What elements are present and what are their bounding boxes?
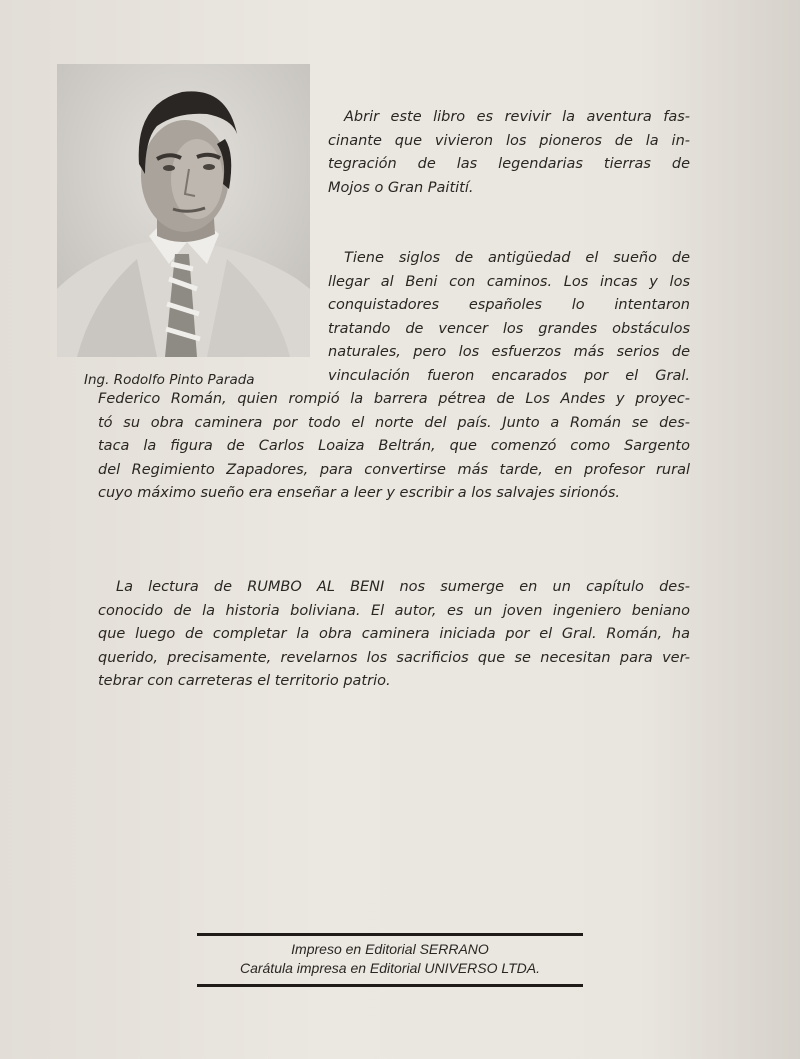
intro-paragraph bbox=[328, 106, 690, 200]
imprint-top-rule bbox=[197, 933, 583, 936]
text-line: naturales, pero los esfuerzos más serios de bbox=[328, 344, 690, 360]
text-line: tebrar con carreteras el territorio patrio. bbox=[98, 673, 391, 689]
text-line: cinante que vivieron los pioneros de la in- bbox=[328, 132, 690, 149]
history-paragraph-narrow bbox=[328, 247, 690, 388]
text-line: Tiene siglos de antigüedad el sueño de bbox=[344, 250, 690, 266]
text-line: del Regimiento Zapadores, para convertirse más tarde, en profesor rural bbox=[98, 461, 690, 478]
closing-paragraph bbox=[98, 576, 690, 694]
text-line: Mojos o Gran Paitití. bbox=[328, 179, 474, 196]
author-portrait-image bbox=[57, 64, 310, 357]
history-paragraph-wide bbox=[98, 388, 690, 506]
text-line: La lectura de RUMBO AL BENI nos sumerge en un capítulo des- bbox=[116, 579, 690, 595]
photo-caption: Ing. Rodolfo Pinto Parada bbox=[84, 372, 255, 388]
text-line: tratando de vencer los grandes obstáculos bbox=[328, 320, 690, 337]
author-portrait bbox=[57, 64, 310, 357]
text-line: tó su obra caminera por todo el norte del país. Junto a Román se des- bbox=[98, 414, 690, 431]
text-line: querido, precisamente, revelarnos los sacrificios que se necesitan para ver- bbox=[98, 649, 690, 666]
text-line: tegración de las legendarias tierras de bbox=[328, 156, 690, 172]
text-line: Abrir este libro es revivir la aventura fas- bbox=[344, 109, 690, 125]
text-line: conocido de la historia boliviana. El autor, es un joven ingeniero beniano bbox=[98, 602, 690, 619]
imprint-line-cover: Carátula impresa en Editorial UNIVERSO LTDA. bbox=[239, 960, 541, 976]
text-line: conquistadores españoles lo intentaron bbox=[328, 297, 690, 313]
text-line: que luego de completar la obra caminera iniciada por el Gral. Román, ha bbox=[98, 626, 690, 642]
text-line: cuyo máximo sueño era enseñar a leer y escribir a los salvajes sirionós. bbox=[98, 485, 621, 501]
text-line: Federico Román, quien rompió la barrera pétrea de Los Andes y proyec- bbox=[98, 391, 690, 407]
text-line: vinculación fueron encarados por el Gral. bbox=[328, 367, 690, 384]
text-line: taca la figura de Carlos Loaiza Beltrán, que comenzó como Sargento bbox=[98, 438, 690, 454]
imprint-line-printer: Impreso en Editorial SERRANO bbox=[291, 941, 489, 957]
text-line: llegar al Beni con caminos. Los incas y los bbox=[328, 273, 690, 290]
imprint-bottom-rule bbox=[197, 984, 583, 987]
